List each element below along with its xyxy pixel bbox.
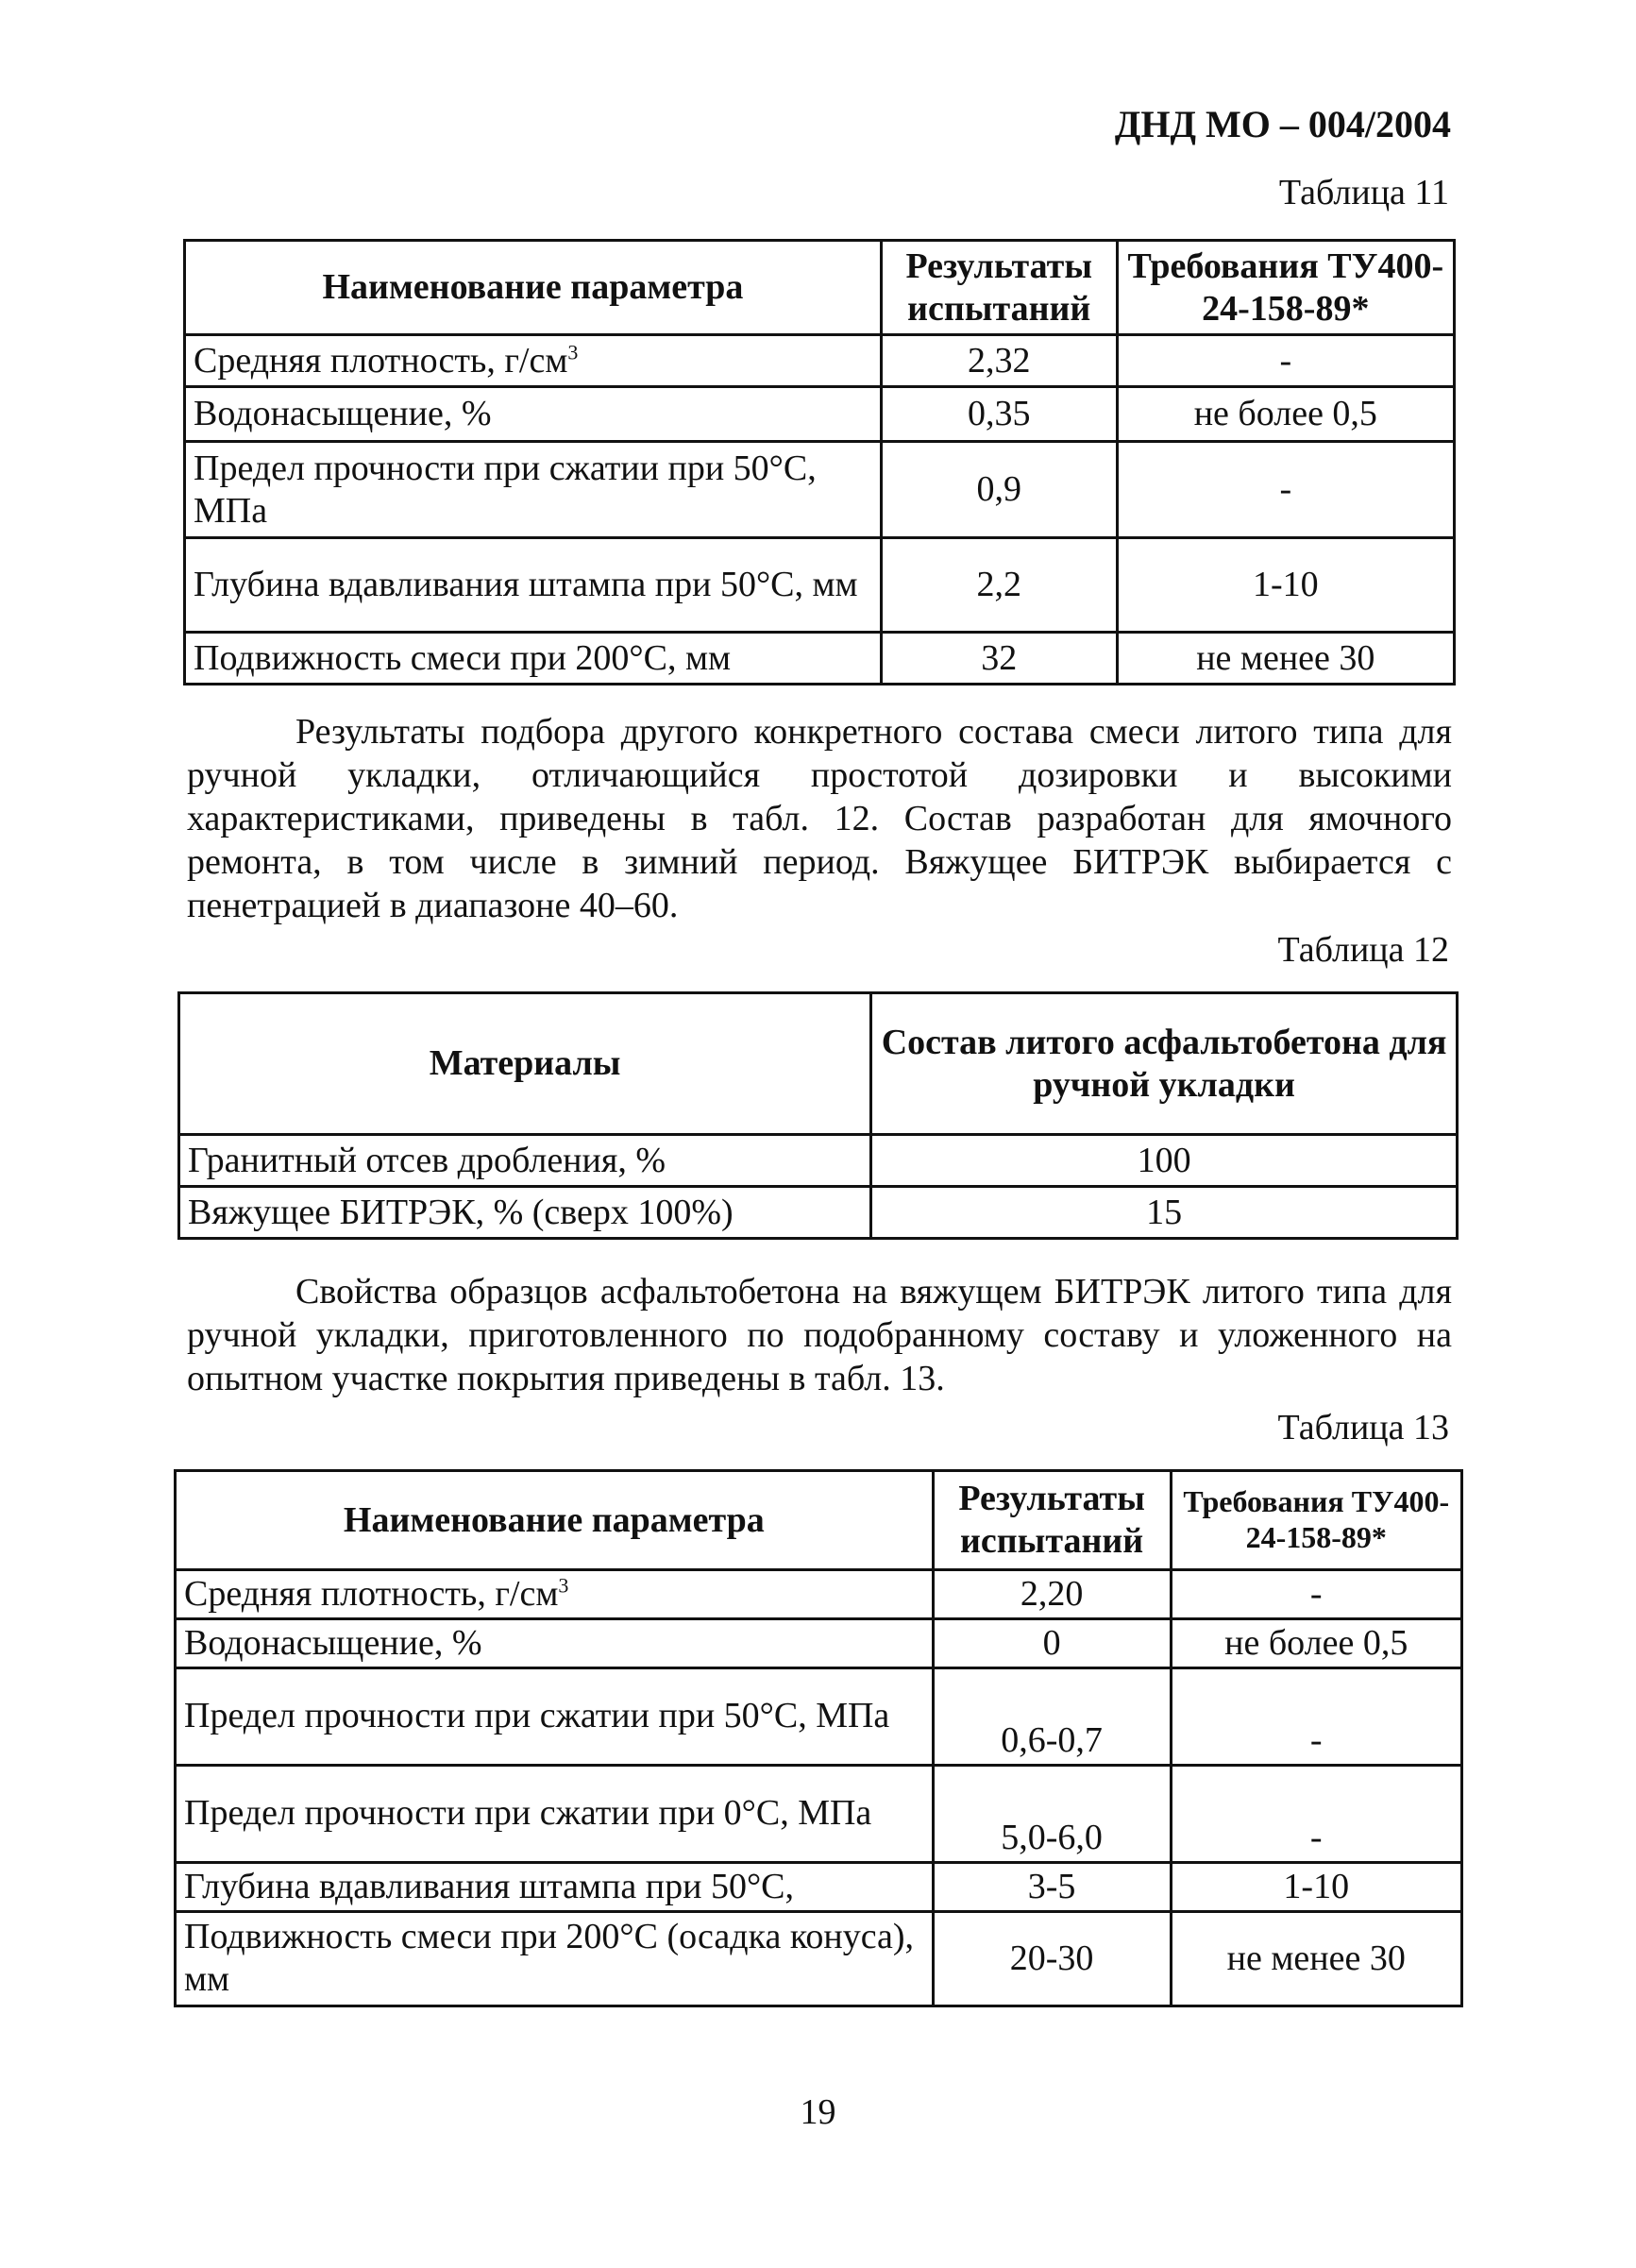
table-cell: 100: [871, 1135, 1458, 1187]
table-row: [176, 1570, 1462, 1619]
table-cell: 2,32: [881, 335, 1117, 387]
table-row: [176, 1765, 1462, 1862]
table-cell: 2,20: [933, 1570, 1171, 1619]
table-cell: 2,2: [881, 538, 1117, 633]
table-13-header-requirements: Требования ТУ400-24-158-89*: [1171, 1471, 1461, 1570]
table-cell: Средняя плотность, г/см: [184, 1574, 559, 1615]
table-cell: Водонасыщение, %: [176, 1619, 934, 1668]
table-cell: Глубина вдавливания штампа при 50°С, мм: [185, 538, 882, 633]
table-cell: 0,35: [881, 387, 1117, 442]
table-row: [176, 1911, 1462, 2006]
table-row: [179, 1187, 1458, 1239]
table-row: [176, 1862, 1462, 1911]
table-11-header-parameter: Наименование параметра: [185, 241, 882, 335]
table-cell: Подвижность смеси при 200°С, мм: [185, 633, 882, 685]
table-cell: Предел прочности при сжатии при 50°С, МПа: [176, 1667, 934, 1765]
table-row: [185, 538, 1455, 633]
table-cell: 0,9: [881, 442, 1117, 538]
table-cell: Вяжущее БИТРЭК, % (сверх 100%): [179, 1187, 871, 1239]
table-cell: не более 0,5: [1117, 387, 1454, 442]
table-cell: не более 0,5: [1171, 1619, 1461, 1668]
table-13-header-results: Результаты испытаний: [933, 1471, 1171, 1570]
table-cell: 0: [933, 1619, 1171, 1668]
table-12: [177, 991, 1459, 1240]
table-11-header-requirements: Требования ТУ400-24-158-89*: [1117, 241, 1454, 335]
paragraph-text: Свойства образцов асфальтобетона на вяжущем БИТРЭК литого типа для ручной укладки, приготовленного по подобранному составу и уложенного на опытном участке покрытия приведены в табл. 13.: [187, 1272, 1452, 1398]
body-paragraph: [187, 1270, 1452, 1400]
table-cell: не менее 30: [1117, 633, 1454, 685]
table-cell: 20-30: [933, 1911, 1171, 2006]
table-12-caption: Таблица 12: [1277, 930, 1449, 970]
table-cell: Глубина вдавливания штампа при 50°С,: [176, 1862, 934, 1911]
table-cell: -: [1117, 335, 1454, 387]
table-cell: -: [1171, 1667, 1461, 1765]
paragraph-text: Результаты подбора другого конкретного состава смеси литого типа для ручной укладки, отличающийся простотой дозировки и высокими характеристиками, приведены в табл. 12. Состав разработан для ямочного ремонта, в том числе в зимний период. Вяжущее БИТРЭК выбирается с пенетрацией в диапазоне 40–60.: [187, 712, 1452, 925]
table-cell: не менее 30: [1171, 1911, 1461, 2006]
table-row: [185, 335, 1455, 387]
page-number: 19: [800, 2092, 836, 2132]
table-row: [176, 1667, 1462, 1765]
table-cell: Гранитный отсев дробления, %: [179, 1135, 871, 1187]
table-cell: -: [1171, 1765, 1461, 1862]
table-cell: 32: [881, 633, 1117, 685]
table-cell: Предел прочности при сжатии при 50°С, МПа: [185, 442, 882, 538]
table-cell: 1-10: [1171, 1862, 1461, 1911]
table-cell: 0,6-0,7: [933, 1667, 1171, 1765]
table-row: [185, 633, 1455, 685]
superscript: 3: [567, 339, 579, 364]
body-paragraph: [187, 710, 1452, 927]
table-cell: Средняя плотность, г/см: [194, 340, 568, 381]
table-cell: 3-5: [933, 1862, 1171, 1911]
table-cell: -: [1171, 1570, 1461, 1619]
table-row: [185, 442, 1455, 538]
table-row: [176, 1619, 1462, 1668]
superscript: 3: [558, 1573, 569, 1598]
table-cell: 1-10: [1117, 538, 1454, 633]
table-11-header-results: Результаты испытаний: [881, 241, 1117, 335]
table-13-caption: Таблица 13: [1277, 1408, 1449, 1447]
table-row: [179, 1135, 1458, 1187]
table-13: [174, 1469, 1463, 2007]
document-code: ДНД МО – 004/2004: [1114, 103, 1451, 145]
table-row: [185, 387, 1455, 442]
table-cell: 5,0-6,0: [933, 1765, 1171, 1862]
table-11: [183, 239, 1456, 685]
table-11-caption: Таблица 11: [1278, 173, 1449, 212]
table-cell: 15: [871, 1187, 1458, 1239]
table-cell: Подвижность смеси при 200°С (осадка конуса), мм: [176, 1911, 934, 2006]
table-12-header-composition: Состав литого асфальтобетона для ручной укладки: [871, 993, 1458, 1135]
table-cell: Предел прочности при сжатии при 0°С, МПа: [176, 1765, 934, 1862]
table-cell: Водонасыщение, %: [185, 387, 882, 442]
table-cell: -: [1117, 442, 1454, 538]
table-12-header-materials: Материалы: [179, 993, 871, 1135]
table-13-header-parameter: Наименование параметра: [176, 1471, 934, 1570]
